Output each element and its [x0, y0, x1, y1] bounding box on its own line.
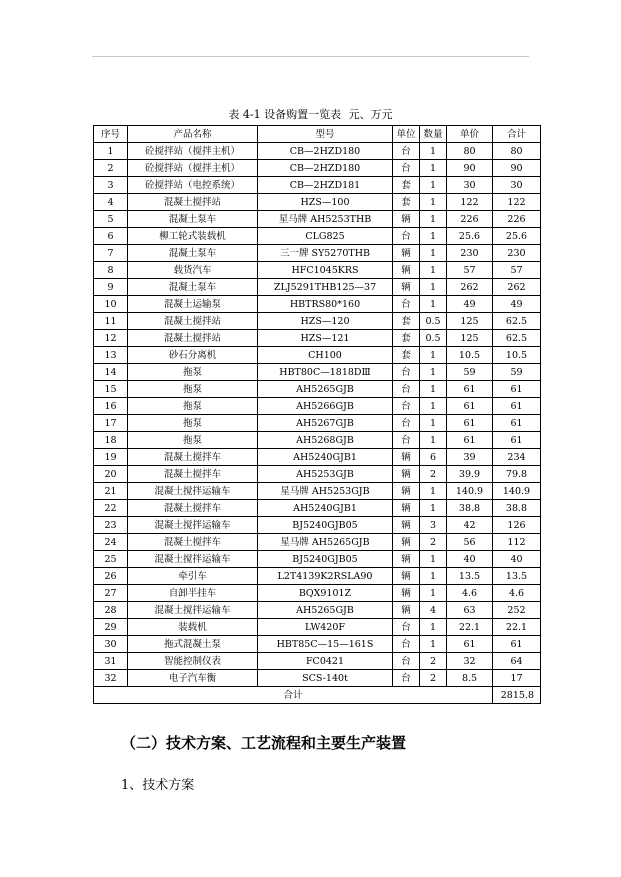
cell-quantity: 1	[420, 228, 447, 245]
cell-model: CH100	[258, 347, 393, 364]
cell-model: 星马牌 AH5253THB	[258, 211, 393, 228]
table-row	[94, 279, 541, 296]
cell-row-no: 20	[94, 466, 128, 483]
table-row	[94, 398, 541, 415]
header-no: 序号	[94, 126, 128, 143]
cell-quantity: 1	[420, 296, 447, 313]
table-row	[94, 449, 541, 466]
cell-unit-price: 56	[447, 534, 493, 551]
cell-unit-price: 39.9	[447, 466, 493, 483]
cell-quantity: 1	[420, 500, 447, 517]
cell-product-name: 混凝土泵车	[128, 245, 258, 262]
cell-quantity: 1	[420, 245, 447, 262]
cell-quantity: 1	[420, 381, 447, 398]
cell-row-total: 40	[493, 551, 541, 568]
header-model: 型号	[258, 126, 393, 143]
cell-unit-price: 10.5	[447, 347, 493, 364]
cell-unit-price: 8.5	[447, 670, 493, 687]
cell-row-total: 13.5	[493, 568, 541, 585]
cell-quantity: 4	[420, 602, 447, 619]
cell-quantity: 1	[420, 177, 447, 194]
cell-row-no: 7	[94, 245, 128, 262]
cell-row-no: 9	[94, 279, 128, 296]
cell-quantity: 1	[420, 262, 447, 279]
table-row	[94, 228, 541, 245]
cell-quantity: 3	[420, 517, 447, 534]
cell-row-total: 140.9	[493, 483, 541, 500]
table-row	[94, 585, 541, 602]
cell-unit-price: 122	[447, 194, 493, 211]
cell-row-no: 4	[94, 194, 128, 211]
cell-unit-price: 59	[447, 364, 493, 381]
cell-unit-price: 61	[447, 415, 493, 432]
cell-model: 三一牌 SY5270THB	[258, 245, 393, 262]
cell-unit: 台	[393, 398, 420, 415]
table-header-row	[94, 126, 541, 143]
cell-row-no: 2	[94, 160, 128, 177]
cell-unit: 台	[393, 653, 420, 670]
cell-unit: 台	[393, 160, 420, 177]
cell-row-total: 17	[493, 670, 541, 687]
table-row	[94, 177, 541, 194]
cell-row-no: 28	[94, 602, 128, 619]
cell-row-no: 32	[94, 670, 128, 687]
section-title: （二）技术方案、工艺流程和主要生产装置	[121, 734, 407, 752]
cell-unit: 辆	[393, 449, 420, 466]
cell-unit: 辆	[393, 262, 420, 279]
header-qty: 数量	[420, 126, 447, 143]
cell-quantity: 1	[420, 347, 447, 364]
cell-unit: 套	[393, 347, 420, 364]
cell-unit: 辆	[393, 500, 420, 517]
cell-product-name: 混凝土搅拌站	[128, 313, 258, 330]
cell-product-name: 载货汽车	[128, 262, 258, 279]
cell-row-total: 62.5	[493, 313, 541, 330]
cell-row-no: 19	[94, 449, 128, 466]
cell-quantity: 1	[420, 364, 447, 381]
cell-row-total: 112	[493, 534, 541, 551]
table-row	[94, 160, 541, 177]
cell-unit-price: 61	[447, 432, 493, 449]
cell-quantity: 2	[420, 653, 447, 670]
cell-model: AH5240GJB1	[258, 449, 393, 466]
cell-product-name: 混凝土搅拌运输车	[128, 517, 258, 534]
table-row	[94, 483, 541, 500]
cell-row-total: 61	[493, 415, 541, 432]
cell-unit: 台	[393, 364, 420, 381]
cell-model: HZS—121	[258, 330, 393, 347]
cell-unit-price: 57	[447, 262, 493, 279]
cell-product-name: 智能控制仪表	[128, 653, 258, 670]
table-row	[94, 653, 541, 670]
cell-row-no: 16	[94, 398, 128, 415]
cell-row-total: 25.6	[493, 228, 541, 245]
cell-quantity: 1	[420, 568, 447, 585]
cell-row-no: 18	[94, 432, 128, 449]
cell-quantity: 1	[420, 619, 447, 636]
cell-product-name: 混凝土搅拌车	[128, 449, 258, 466]
cell-row-no: 1	[94, 143, 128, 160]
table-body	[94, 143, 541, 687]
cell-model: HFC1045KRS	[258, 262, 393, 279]
table-row	[94, 211, 541, 228]
cell-unit: 套	[393, 313, 420, 330]
cell-quantity: 1	[420, 432, 447, 449]
cell-quantity: 1	[420, 194, 447, 211]
cell-unit: 台	[393, 432, 420, 449]
cell-model: HZS—100	[258, 194, 393, 211]
cell-model: FC0421	[258, 653, 393, 670]
total-row	[94, 687, 541, 704]
cell-product-name: 混凝土搅拌运输车	[128, 551, 258, 568]
cell-unit-price: 230	[447, 245, 493, 262]
cell-product-name: 混凝土搅拌运输车	[128, 602, 258, 619]
table-row	[94, 296, 541, 313]
cell-unit-price: 13.5	[447, 568, 493, 585]
cell-row-no: 5	[94, 211, 128, 228]
cell-model: AH5265GJB	[258, 381, 393, 398]
cell-row-total: 61	[493, 636, 541, 653]
cell-row-no: 15	[94, 381, 128, 398]
cell-model: ZLJ5291THB125—37	[258, 279, 393, 296]
cell-unit-price: 4.6	[447, 585, 493, 602]
cell-model: LW420F	[258, 619, 393, 636]
cell-unit: 辆	[393, 211, 420, 228]
table-row	[94, 347, 541, 364]
cell-row-total: 252	[493, 602, 541, 619]
cell-model: BJ5240GJB05	[258, 517, 393, 534]
cell-unit: 辆	[393, 279, 420, 296]
cell-quantity: 1	[420, 143, 447, 160]
cell-unit-price: 25.6	[447, 228, 493, 245]
cell-model: BQX9101Z	[258, 585, 393, 602]
cell-model: 星马牌 AH5253GJB	[258, 483, 393, 500]
cell-unit: 辆	[393, 585, 420, 602]
cell-product-name: 混凝土搅拌站	[128, 194, 258, 211]
cell-row-total: 61	[493, 432, 541, 449]
cell-row-total: 234	[493, 449, 541, 466]
cell-unit-price: 61	[447, 381, 493, 398]
caption-title: 表 4-1 设备购置一览表	[228, 108, 342, 121]
cell-row-no: 21	[94, 483, 128, 500]
cell-unit-price: 125	[447, 313, 493, 330]
cell-unit: 辆	[393, 483, 420, 500]
table-row	[94, 534, 541, 551]
cell-unit-price: 40	[447, 551, 493, 568]
cell-quantity: 1	[420, 398, 447, 415]
subheading: 1、技术方案	[121, 778, 195, 793]
cell-unit-price: 125	[447, 330, 493, 347]
cell-unit: 辆	[393, 602, 420, 619]
cell-model: AH5268GJB	[258, 432, 393, 449]
cell-row-no: 13	[94, 347, 128, 364]
cell-unit-price: 49	[447, 296, 493, 313]
cell-unit: 辆	[393, 466, 420, 483]
cell-row-total: 22.1	[493, 619, 541, 636]
cell-unit: 台	[393, 636, 420, 653]
cell-quantity: 1	[420, 211, 447, 228]
table-row	[94, 245, 541, 262]
cell-row-total: 79.8	[493, 466, 541, 483]
cell-row-no: 14	[94, 364, 128, 381]
cell-quantity: 2	[420, 466, 447, 483]
cell-quantity: 2	[420, 670, 447, 687]
cell-unit-price: 32	[447, 653, 493, 670]
cell-product-name: 拖泵	[128, 432, 258, 449]
cell-row-total: 57	[493, 262, 541, 279]
cell-row-no: 3	[94, 177, 128, 194]
header-price: 单价	[447, 126, 493, 143]
cell-unit: 辆	[393, 517, 420, 534]
cell-unit-price: 61	[447, 636, 493, 653]
header-total: 合计	[493, 126, 541, 143]
cell-model: AH5267GJB	[258, 415, 393, 432]
table-row	[94, 381, 541, 398]
cell-model: CLG825	[258, 228, 393, 245]
cell-quantity: 0.5	[420, 330, 447, 347]
cell-product-name: 混凝土泵车	[128, 211, 258, 228]
cell-row-no: 8	[94, 262, 128, 279]
cell-quantity: 6	[420, 449, 447, 466]
table-row	[94, 194, 541, 211]
cell-model: AH5253GJB	[258, 466, 393, 483]
cell-unit: 台	[393, 228, 420, 245]
cell-product-name: 砂石分离机	[128, 347, 258, 364]
cell-model: HBT80C—1818DⅢ	[258, 364, 393, 381]
cell-row-total: 4.6	[493, 585, 541, 602]
table-row	[94, 517, 541, 534]
cell-row-no: 29	[94, 619, 128, 636]
cell-unit: 台	[393, 619, 420, 636]
total-label: 合计	[94, 687, 493, 704]
table-row	[94, 415, 541, 432]
cell-row-total: 49	[493, 296, 541, 313]
cell-quantity: 0.5	[420, 313, 447, 330]
cell-unit: 台	[393, 381, 420, 398]
cell-model: SCS-140t	[258, 670, 393, 687]
cell-unit-price: 61	[447, 398, 493, 415]
table-row	[94, 313, 541, 330]
table-row	[94, 330, 541, 347]
cell-unit-price: 90	[447, 160, 493, 177]
cell-unit-price: 226	[447, 211, 493, 228]
cell-model: AH5265GJB	[258, 602, 393, 619]
cell-row-total: 230	[493, 245, 541, 262]
cell-product-name: 混凝土搅拌车	[128, 500, 258, 517]
cell-quantity: 1	[420, 585, 447, 602]
cell-row-total: 64	[493, 653, 541, 670]
cell-model: HBT85C—15—161S	[258, 636, 393, 653]
cell-model: HBTRS80*160	[258, 296, 393, 313]
cell-unit: 台	[393, 143, 420, 160]
cell-row-no: 30	[94, 636, 128, 653]
cell-row-no: 10	[94, 296, 128, 313]
cell-model: CB—2HZD180	[258, 143, 393, 160]
cell-quantity: 1	[420, 279, 447, 296]
cell-product-name: 拖泵	[128, 415, 258, 432]
cell-unit-price: 39	[447, 449, 493, 466]
cell-row-total: 61	[493, 398, 541, 415]
cell-product-name: 装载机	[128, 619, 258, 636]
cell-unit: 辆	[393, 534, 420, 551]
cell-quantity: 1	[420, 160, 447, 177]
cell-row-total: 61	[493, 381, 541, 398]
cell-model: BJ5240GJB05	[258, 551, 393, 568]
total-value: 2815.8	[493, 687, 541, 704]
cell-unit-price: 42	[447, 517, 493, 534]
cell-unit-price: 262	[447, 279, 493, 296]
table-row	[94, 143, 541, 160]
cell-product-name: 柳工轮式装载机	[128, 228, 258, 245]
cell-unit: 套	[393, 330, 420, 347]
header-name: 产品名称	[128, 126, 258, 143]
cell-product-name: 混凝土搅拌运输车	[128, 483, 258, 500]
cell-unit: 台	[393, 415, 420, 432]
cell-row-no: 11	[94, 313, 128, 330]
cell-product-name: 混凝土泵车	[128, 279, 258, 296]
table-row	[94, 500, 541, 517]
table-row	[94, 619, 541, 636]
cell-product-name: 拖泵	[128, 364, 258, 381]
table-row	[94, 262, 541, 279]
cell-row-no: 27	[94, 585, 128, 602]
cell-quantity: 1	[420, 415, 447, 432]
cell-quantity: 1	[420, 551, 447, 568]
header-unit: 单位	[393, 126, 420, 143]
header-rule	[92, 56, 529, 57]
cell-unit: 套	[393, 177, 420, 194]
cell-row-no: 31	[94, 653, 128, 670]
cell-unit: 辆	[393, 245, 420, 262]
table-row	[94, 636, 541, 653]
cell-row-total: 262	[493, 279, 541, 296]
cell-product-name: 电子汽车衡	[128, 670, 258, 687]
cell-unit: 台	[393, 670, 420, 687]
caption-unit: 元、万元	[348, 108, 393, 121]
cell-unit-price: 140.9	[447, 483, 493, 500]
cell-row-no: 25	[94, 551, 128, 568]
cell-product-name: 砼搅拌站（电控系统）	[128, 177, 258, 194]
table-row	[94, 551, 541, 568]
cell-row-total: 126	[493, 517, 541, 534]
cell-unit-price: 38.8	[447, 500, 493, 517]
cell-row-total: 30	[493, 177, 541, 194]
cell-model: HZS—120	[258, 313, 393, 330]
cell-product-name: 自卸半挂车	[128, 585, 258, 602]
cell-product-name: 拖式混凝土泵	[128, 636, 258, 653]
cell-row-no: 23	[94, 517, 128, 534]
cell-unit: 台	[393, 296, 420, 313]
cell-row-no: 12	[94, 330, 128, 347]
table-row	[94, 670, 541, 687]
cell-product-name: 混凝土搅拌站	[128, 330, 258, 347]
cell-row-no: 24	[94, 534, 128, 551]
cell-model: 星马牌 AH5265GJB	[258, 534, 393, 551]
cell-quantity: 1	[420, 636, 447, 653]
cell-quantity: 2	[420, 534, 447, 551]
table-row	[94, 568, 541, 585]
cell-row-total: 10.5	[493, 347, 541, 364]
table-row	[94, 466, 541, 483]
cell-unit-price: 80	[447, 143, 493, 160]
cell-product-name: 混凝土搅拌车	[128, 534, 258, 551]
cell-row-total: 122	[493, 194, 541, 211]
cell-model: AH5266GJB	[258, 398, 393, 415]
cell-row-total: 80	[493, 143, 541, 160]
cell-product-name: 拖泵	[128, 398, 258, 415]
table-row	[94, 364, 541, 381]
table-row	[94, 432, 541, 449]
cell-row-total: 90	[493, 160, 541, 177]
cell-quantity: 1	[420, 483, 447, 500]
table-caption	[92, 108, 529, 122]
cell-model: CB—2HZD180	[258, 160, 393, 177]
cell-row-total: 226	[493, 211, 541, 228]
table-row	[94, 602, 541, 619]
cell-row-total: 59	[493, 364, 541, 381]
cell-product-name: 牵引车	[128, 568, 258, 585]
cell-unit: 套	[393, 194, 420, 211]
cell-row-no: 17	[94, 415, 128, 432]
cell-unit: 辆	[393, 551, 420, 568]
cell-unit-price: 22.1	[447, 619, 493, 636]
equipment-table	[93, 125, 541, 704]
cell-row-no: 26	[94, 568, 128, 585]
cell-unit-price: 63	[447, 602, 493, 619]
cell-product-name: 混凝土运输泵	[128, 296, 258, 313]
cell-model: AH5240GJB1	[258, 500, 393, 517]
cell-model: L2T4139K2RSLA90	[258, 568, 393, 585]
cell-row-no: 6	[94, 228, 128, 245]
cell-product-name: 拖泵	[128, 381, 258, 398]
cell-row-no: 22	[94, 500, 128, 517]
cell-unit-price: 30	[447, 177, 493, 194]
cell-product-name: 砼搅拌站（搅拌主机）	[128, 143, 258, 160]
cell-row-total: 38.8	[493, 500, 541, 517]
cell-model: CB—2HZD181	[258, 177, 393, 194]
cell-unit: 辆	[393, 568, 420, 585]
cell-product-name: 砼搅拌站（搅拌主机）	[128, 160, 258, 177]
cell-product-name: 混凝土搅拌车	[128, 466, 258, 483]
cell-row-total: 62.5	[493, 330, 541, 347]
